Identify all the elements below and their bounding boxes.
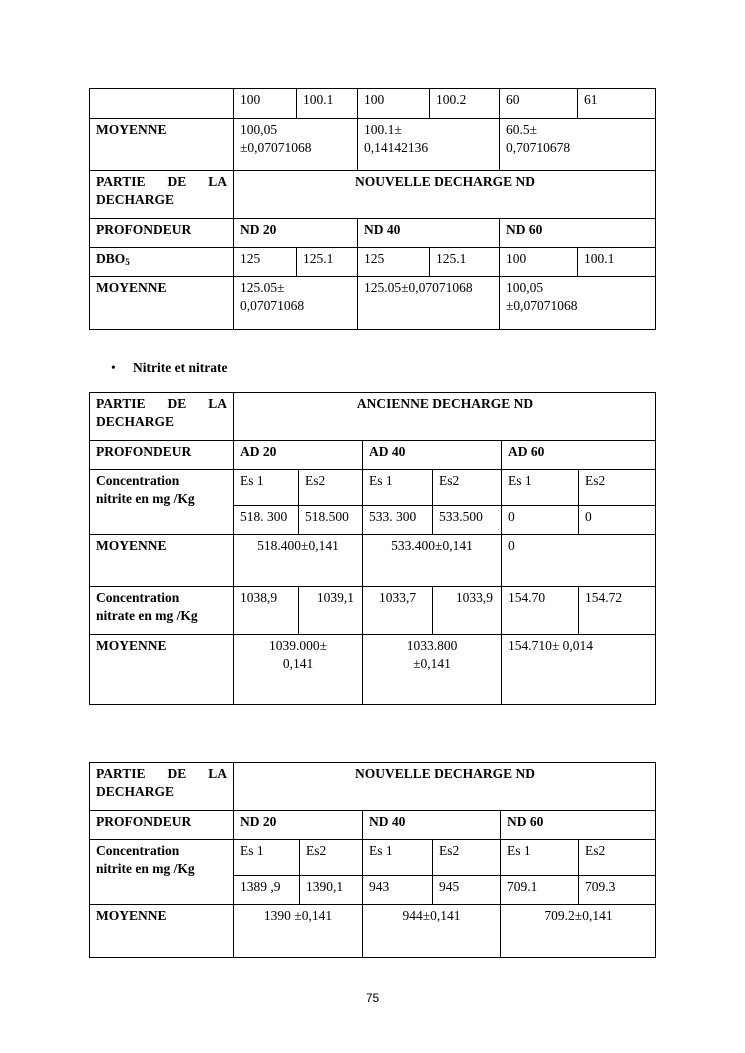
table-cell: 125.05± 0,07071068 — [233, 276, 357, 330]
table-cell: 60 — [499, 88, 577, 118]
bullet-symbol: • — [111, 360, 116, 375]
table-cell: 61 — [577, 88, 656, 118]
sample-header: Es2 — [432, 469, 501, 505]
table-cell: 100.1± 0,14142136 — [357, 118, 499, 170]
section-title: ANCIENNE DECHARGE ND — [233, 392, 656, 440]
table-cell: 533.400±0,141 — [362, 534, 501, 586]
section-title: NOUVELLE DECHARGE ND — [233, 762, 656, 810]
depth-header: AD 40 — [362, 440, 501, 469]
table-cell: 100 — [233, 88, 296, 118]
depth-header: ND 20 — [233, 218, 357, 247]
row-label: MOYENNE — [89, 276, 233, 330]
sample-header: Es2 — [432, 839, 500, 875]
table-cell: 709.3 — [578, 875, 656, 904]
table-cell: 154.72 — [578, 586, 656, 634]
table-cell: 0 — [578, 505, 656, 534]
table-cell: 125.1 — [296, 247, 357, 276]
table-cell: 100.1 — [577, 247, 656, 276]
table-cell: 100,05 ±0,07071068 — [233, 118, 357, 170]
table-cell: 1039.000± 0,141 — [233, 634, 362, 705]
table-ancienne-decharge-nitrite-nitrate — [89, 392, 656, 705]
table-cell — [89, 88, 233, 118]
row-label: Concentration nitrate en mg /Kg — [89, 586, 233, 634]
row-label: MOYENNE — [89, 118, 233, 170]
table-cell: 1038,9 — [233, 586, 298, 634]
sample-header: Es2 — [298, 469, 362, 505]
table-cell: 0 — [501, 505, 578, 534]
table-cell: 100 — [357, 88, 429, 118]
table-cell: 1039,1 — [298, 586, 362, 634]
sample-header: Es 1 — [500, 839, 578, 875]
bullet-text: Nitrite et nitrate — [133, 360, 228, 375]
sample-header: Es 1 — [233, 839, 299, 875]
table-cell: 100 — [499, 247, 577, 276]
sample-header: Es 1 — [362, 839, 432, 875]
table-cell: 125.05±0,07071068 — [357, 276, 499, 330]
section-title: NOUVELLE DECHARGE ND — [233, 170, 656, 218]
row-label: PARTIE DE LA DECHARGE — [89, 762, 233, 810]
row-label: MOYENNE — [89, 534, 233, 586]
table-nouvelle-decharge-nitrite — [89, 762, 656, 958]
table-cell: 0 — [501, 534, 656, 586]
sample-header: Es 1 — [362, 469, 432, 505]
table-cell: 533. 300 — [362, 505, 432, 534]
table-cell: 154.710± 0,014 — [501, 634, 656, 705]
row-label: PARTIE DE LA DECHARGE — [89, 392, 233, 440]
table-cell: 518.400±0,141 — [233, 534, 362, 586]
table-cell: 100,05 ±0,07071068 — [499, 276, 656, 330]
table-cell: 518.500 — [298, 505, 362, 534]
table-cell: 125.1 — [429, 247, 499, 276]
depth-header: AD 60 — [501, 440, 656, 469]
table-cell: 100.1 — [296, 88, 357, 118]
row-label: MOYENNE — [89, 904, 233, 958]
table-cell: 1389 ,9 — [233, 875, 299, 904]
table-cell: 1033,7 — [362, 586, 432, 634]
row-label: PROFONDEUR — [89, 810, 233, 839]
table-cell: 945 — [432, 875, 500, 904]
depth-header: AD 20 — [233, 440, 362, 469]
table-cell: 125 — [233, 247, 296, 276]
sample-header: Es2 — [299, 839, 362, 875]
table-cell: 943 — [362, 875, 432, 904]
table-cell: 518. 300 — [233, 505, 298, 534]
table-cell: 100.2 — [429, 88, 499, 118]
sample-header: Es2 — [578, 469, 656, 505]
table-cell: 944±0,141 — [362, 904, 500, 958]
row-label: PROFONDEUR — [89, 440, 233, 469]
sample-header: Es 1 — [501, 469, 578, 505]
row-label: Concentration nitrite en mg /Kg — [89, 469, 233, 534]
table-cell: 1033.800 ±0,141 — [362, 634, 501, 705]
table-cell: 154.70 — [501, 586, 578, 634]
table-nouvelle-decharge-dbo — [89, 88, 656, 330]
sample-header: Es2 — [578, 839, 656, 875]
row-label: MOYENNE — [89, 634, 233, 705]
row-label — [89, 247, 233, 276]
table-cell: 125 — [357, 247, 429, 276]
dbo-subscript: 5 — [125, 257, 130, 267]
table-cell: 60.5± 0,70710678 — [499, 118, 656, 170]
row-label: PROFONDEUR — [89, 218, 233, 247]
table-cell: 709.2±0,141 — [500, 904, 656, 958]
row-label: PARTIE DE LA DECHARGE — [89, 170, 233, 218]
table-cell: 709.1 — [500, 875, 578, 904]
table-cell: 1390,1 — [299, 875, 362, 904]
table-cell: 1390 ±0,141 — [233, 904, 362, 958]
depth-header: ND 20 — [233, 810, 362, 839]
row-label: Concentration nitrite en mg /Kg — [89, 839, 233, 904]
depth-header: ND 40 — [362, 810, 500, 839]
table-cell: 1033,9 — [432, 586, 501, 634]
depth-header: ND 60 — [499, 218, 656, 247]
page-number: 75 — [365, 991, 380, 1005]
dbo-label: DBO — [96, 251, 126, 266]
depth-header: ND 40 — [357, 218, 499, 247]
sample-header: Es 1 — [233, 469, 298, 505]
table-cell: 533.500 — [432, 505, 501, 534]
depth-header: ND 60 — [500, 810, 656, 839]
